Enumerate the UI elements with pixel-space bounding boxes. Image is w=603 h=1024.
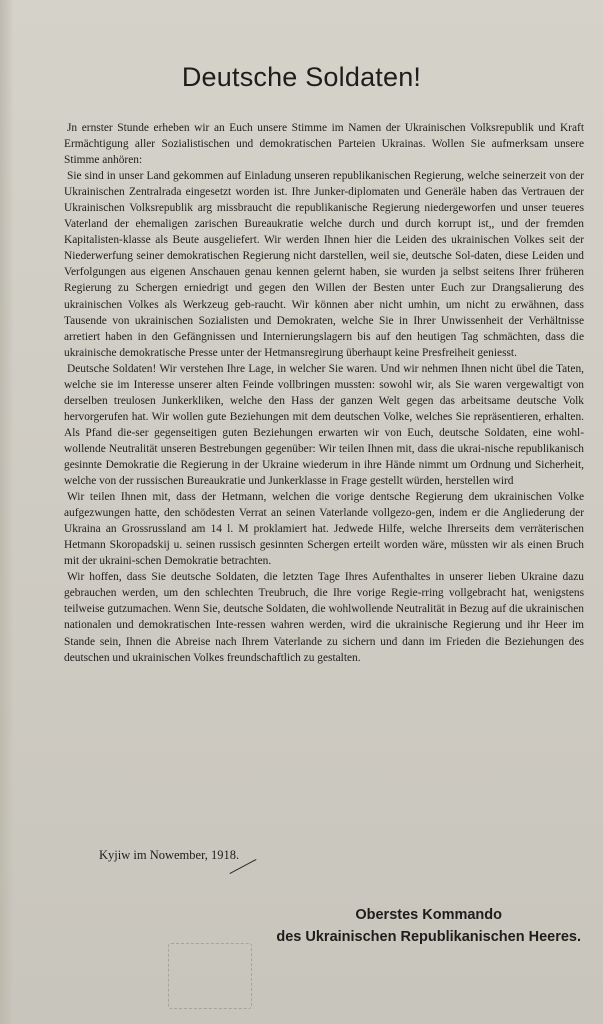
paragraph-1: Jn ernster Stunde erheben wir an Euch unsere Stimme im Namen der Ukrainischen Volksrepublik und Kraft Ermächtigung aller Sozialistischen und demokratischen Parteien Ukrainas. Wollen Sie aufmerksam unsere Stimme anhören: bbox=[64, 122, 584, 167]
stamp-mark bbox=[168, 943, 252, 1009]
signature-line-2: des Ukrainischen Republikanischen Heeres. bbox=[276, 929, 581, 945]
signature-line-1: Oberstes Kommando bbox=[355, 907, 503, 923]
paragraph-3: Deutsche Soldaten! Wir verstehen Ihre Lage, in welcher Sie waren. Und wir nehmen Ihnen nicht übel die Taten, welche sie im Interesse unserer alten Feinde vollbringen mussten: sowohl wir, als Sie waren vergewaltigt von derselben treulosen Junkerkliken, welche den Hass der ganzen Welt gegen das arbeitsame deutsche Volk hervorgerufen hat. Wir wollen gute Beziehungen mit dem deutschen Volke, welches Sie repräsentieren, erhalten. Als Pfand die-ser gegenseitigen guten Beziehungen erwarten wir von Euch, deutsche Soldaten, eine wohl-wollende Neutralität unseren Bestrebungen gegenüber: Wir teilen Ihnen mit, dass die ukrai-nische republikanisch gesinnte Demokratie die Regierung in der Ukraine wiederum in ihre Hände nimmt um Ordnung und Sicherheit, welche von der russischen Bureaukratie und Junkerklasse in Frage gestellt würden, herstellen wird bbox=[64, 362, 584, 488]
paragraph-2: Sie sind in unser Land gekommen auf Einladung unseren republikanischen Regierung, welche seinerzeit von der Ukrainischen Zentralrada eingesetzt worden ist. Ihre Junker-diplomaten und Generäle haben das Vertrauen der Ukrainischen Volksrepublik arg missbraucht die republikanische Regierung niedergeworfen und unser teueres Vaterland der ehemaligen zarischen Bureaukratie welche durch und durch korrupt ist,, und der fremden Kapitalisten-klasse als Beute ausgeliefert. Wir werden Ihnen hier die Leiden des ukrainischen Volkes seit der Niederwerfung seiner demokratischen Regierung nicht darstellen, weil sie, deutsche Sol-daten, diese Leiden und Verfolgungen aus eigenen Anschauen genau kennen gelernt haben, sie wurden ja selbst seitens Ihrer früheren Regierung zu Schergen erniedrigt und gegen den Willen der Besten unter Euch zur Drangsalierung des ukrainischen Volkes als Werkzeug geb-raucht. Wir können aber nicht umhin, um nicht zu erwähnen, dass Tausende von ukrainischen Sozialisten und Demokraten, welche Sie in Ihrer Unwissenheit der Verhältnisse arretiert haben in den Gefängnissen und Internierungslagern bis auf den heutigen Tag schmächten, dass die ukrainische demokratische Presse unter der Hetmansregirung überhaupt keine Presfreiheit geniesst. bbox=[64, 170, 584, 359]
paragraph-5: Wir hoffen, dass Sie deutsche Soldaten, die letzten Tage Ihres Aufenthaltes in unserer lieben Ukraine dazu gebrauchen werden, um den schlechten Treubruch, die Ihre vorige Regie-rring vollgebracht hat, wenigstens teilweise gutzumachen. Wenn Sie, deutsche Soldaten, die wohlwollende Neutralität in Bezug auf die ukrainischen nationalen und demokratischen Inte-ressen wahren werden, wird die ukrainische Regierung und ihr Heer im Stande sein, Ihnen die Abreise nach Ihrem Vaterlande zu sichern und dann im Frieden die Beziehungen des deutschen und ukrainischen Volkes freundschaftlich zu gestalten. bbox=[64, 571, 584, 664]
document-body bbox=[64, 120, 584, 666]
signature-block bbox=[276, 904, 581, 948]
document-title: Deutsche Soldaten! bbox=[181, 62, 422, 92]
paragraph-4: Wir teilen Ihnen mit, dass der Hetmann, welchen die vorige dentsche Regierung dem ukrainischen Volke aufgezwungen hatte, den schödesten Verrat an seinen Vaterlande vollgezo-gen, indem er die Angliederung der Ukraina an Grossrussland am 14 l. M proklamiert hat. Jedwede Hilfe, welche Ihrerseits dem verräterischen Hetmann Skoropadskij u. seinen russisch gesinnten Schergen erteilt worden wäre, müssten wir als einen Bruch mit der ukraini-schen Demokratie betrachten. bbox=[64, 491, 584, 568]
paper-edge bbox=[0, 0, 14, 1024]
place-date: Kyjiw im Nowember, 1918. bbox=[99, 848, 240, 862]
